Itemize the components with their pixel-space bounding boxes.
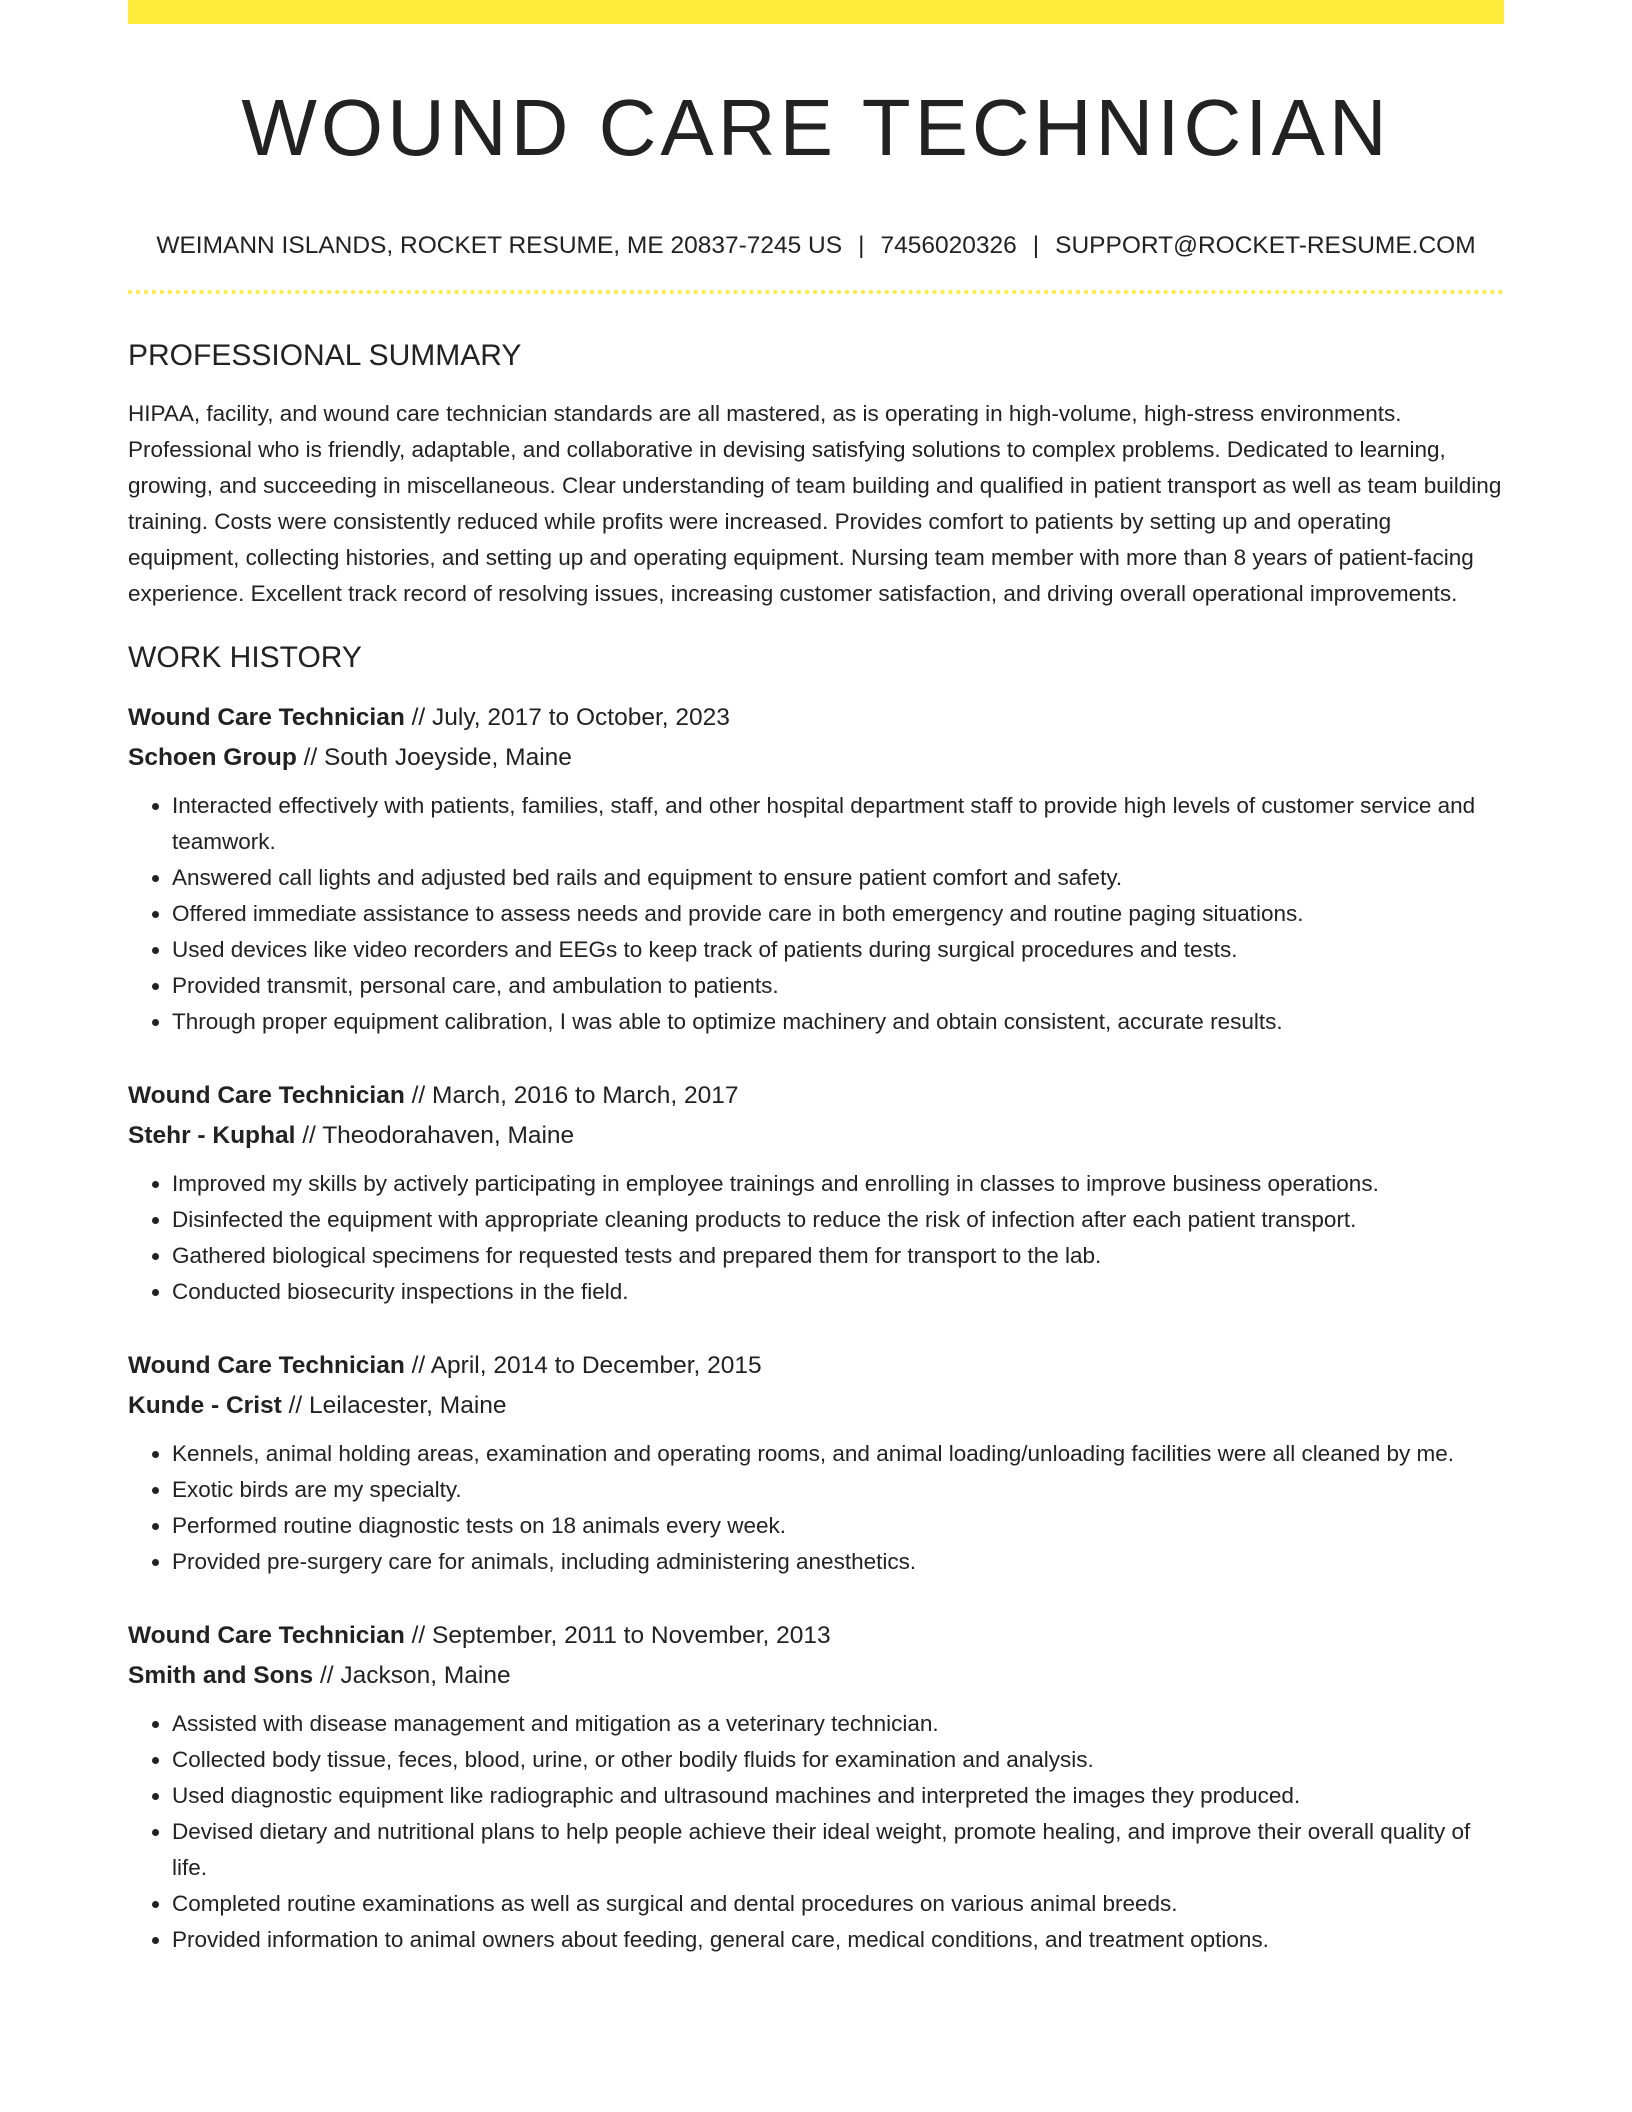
- job-dates: // July, 2017 to October, 2023: [404, 704, 730, 731]
- job-title-line: [128, 1076, 1504, 1116]
- job-dates: // March, 2016 to March, 2017: [404, 1082, 739, 1109]
- list-item: • Collected body tissue, feces, blood, urine, or other bodily fluids for examination and analysis.: [172, 1742, 1504, 1778]
- job-dates: // April, 2014 to December, 2015: [404, 1352, 762, 1379]
- job-title-line: [128, 1616, 1504, 1656]
- job-entry: [128, 1076, 1504, 1310]
- job-entry: [128, 1346, 1504, 1580]
- job-title-line: [128, 1346, 1504, 1386]
- list-item: • Provided pre-surgery care for animals, including administering anesthetics.: [172, 1544, 1504, 1580]
- job-location: // South Joeyside, Maine: [296, 744, 572, 771]
- list-item: • Devised dietary and nutritional plans to help people achieve their ideal weight, promote healing, and improve their overall quality of life.: [172, 1814, 1504, 1886]
- list-item: • Completed routine examinations as well as surgical and dental procedures on various animal breeds.: [172, 1886, 1504, 1922]
- list-item: • Conducted biosecurity inspections in the field.: [172, 1274, 1504, 1310]
- list-item: • Provided information to animal owners about feeding, general care, medical conditions, and treatment options.: [172, 1922, 1504, 1958]
- job-company: Kunde - Crist: [128, 1392, 282, 1419]
- top-accent-bar: [128, 0, 1504, 24]
- job-location: // Theodorahaven, Maine: [295, 1122, 575, 1149]
- list-item: • Assisted with disease management and mitigation as a veterinary technician.: [172, 1706, 1504, 1742]
- job-dates: // September, 2011 to November, 2013: [404, 1622, 831, 1649]
- list-item: • Interacted effectively with patients, families, staff, and other hospital department staff to provide high levels of customer service and teamwork.: [172, 788, 1504, 860]
- contact-email: SUPPORT@ROCKET-RESUME.COM: [1055, 232, 1476, 259]
- list-item: • Gathered biological specimens for requested tests and prepared them for transport to the lab.: [172, 1238, 1504, 1274]
- list-item: • Improved my skills by actively participating in employee trainings and enrolling in classes to improve business operations.: [172, 1166, 1504, 1202]
- list-item: • Provided transmit, personal care, and ambulation to patients.: [172, 968, 1504, 1004]
- job-company: Schoen Group: [128, 744, 297, 771]
- job-title: Wound Care Technician: [128, 1352, 405, 1379]
- dotted-divider: [128, 290, 1504, 294]
- resume-page: [128, 0, 1504, 1958]
- list-item: • Used devices like video recorders and EEGs to keep track of patients during surgical procedures and tests.: [172, 932, 1504, 968]
- job-company: Stehr - Kuphal: [128, 1122, 296, 1149]
- summary-text: HIPAA, facility, and wound care technician standards are all mastered, as is operating in high-volume, high-stress environments. Professional who is friendly, adaptable, and collaborative in devising satisfying solutions to complex problems. Dedicated to learning, growing, and succeeding in miscellaneous. Clear understanding of team building and qualified in patient transport as well as team building training. Costs were consistently reduced while profits were increased. Provides comfort to patients by setting up and operating equipment, collecting histories, and setting up and operating equipment. Nursing team member with more than 8 years of patient-facing experience. Excellent track record of resolving issues, increasing customer satisfaction, and driving overall operational improvements.: [128, 401, 1502, 606]
- job-company-line: [128, 738, 1504, 778]
- list-item: • Performed routine diagnostic tests on 18 animals every week.: [172, 1508, 1504, 1544]
- work-history-heading: WORK HISTORY: [128, 641, 362, 674]
- contact-separator: |: [1032, 232, 1040, 259]
- contact-separator: |: [858, 232, 865, 259]
- list-item: • Used diagnostic equipment like radiographic and ultrasound machines and interpreted the images they produced.: [172, 1778, 1504, 1814]
- list-item: • Exotic birds are my specialty.: [172, 1472, 1504, 1508]
- job-title: Wound Care Technician: [128, 704, 405, 731]
- contact-line: [128, 232, 1504, 260]
- work-history-list: [128, 698, 1504, 1958]
- job-bullets: [128, 1166, 1504, 1310]
- job-location: // Leilacester, Maine: [281, 1392, 507, 1419]
- job-company-line: [128, 1386, 1504, 1426]
- job-title: Wound Care Technician: [128, 1622, 405, 1649]
- contact-phone: 7456020326: [880, 232, 1017, 259]
- job-company: Smith and Sons: [128, 1662, 314, 1689]
- job-entry: [128, 1616, 1504, 1958]
- list-item: • Offered immediate assistance to assess needs and provide care in both emergency and routine paging situations.: [172, 896, 1504, 932]
- resume-title: WOUND CARE TECHNICIAN: [241, 83, 1391, 172]
- job-title: Wound Care Technician: [128, 1082, 405, 1109]
- job-company-line: [128, 1116, 1504, 1156]
- contact-address: WEIMANN ISLANDS, ROCKET RESUME, ME 20837-7245 US: [156, 232, 843, 259]
- job-title-line: [128, 698, 1504, 738]
- list-item: • Kennels, animal holding areas, examination and operating rooms, and animal loading/unloading facilities were all cleaned by me.: [172, 1436, 1504, 1472]
- list-item: • Disinfected the equipment with appropriate cleaning products to reduce the risk of infection after each patient transport.: [172, 1202, 1504, 1238]
- job-bullets: [128, 1706, 1504, 1958]
- job-location: // Jackson, Maine: [313, 1662, 511, 1689]
- job-bullets: [128, 1436, 1504, 1580]
- list-item: • Answered call lights and adjusted bed rails and equipment to ensure patient comfort and safety.: [172, 860, 1504, 896]
- list-item: • Through proper equipment calibration, I was able to optimize machinery and obtain consistent, accurate results.: [172, 1004, 1504, 1040]
- summary-heading: PROFESSIONAL SUMMARY: [128, 339, 522, 372]
- job-company-line: [128, 1656, 1504, 1696]
- job-bullets: [128, 788, 1504, 1040]
- job-entry: [128, 698, 1504, 1040]
